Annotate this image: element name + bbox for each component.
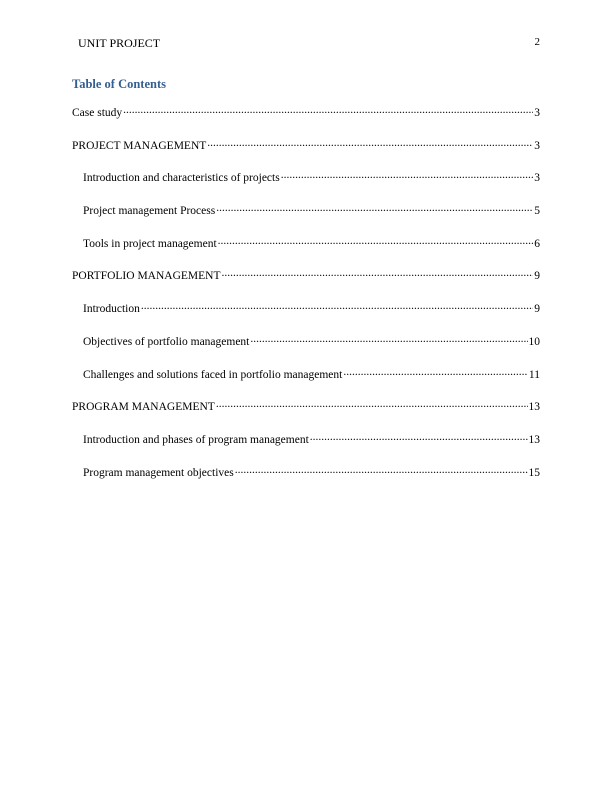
toc-entry-introduction-phases[interactable] <box>72 431 540 464</box>
toc-entry-page: 6 <box>534 237 540 250</box>
dot-leader <box>235 464 528 476</box>
toc-entry-program-objectives[interactable] <box>72 464 540 497</box>
toc-entry-page: 11 <box>528 368 540 381</box>
toc-entry-program-management[interactable] <box>72 398 540 431</box>
toc-entry-page: 15 <box>528 466 540 479</box>
dot-leader <box>123 104 533 116</box>
running-title: UNIT PROJECT <box>78 36 161 50</box>
toc-entry-portfolio-management[interactable] <box>72 267 540 300</box>
page-number: 2 <box>534 36 540 48</box>
toc-entry-challenges-solutions[interactable] <box>72 366 540 399</box>
toc-entry-page: 5 <box>534 205 540 218</box>
toc-entry-label: Objectives of portfolio management <box>83 335 250 348</box>
toc-entry-case-study[interactable] <box>72 104 540 137</box>
dot-leader <box>141 300 533 312</box>
toc-entry-project-management[interactable] <box>72 137 540 170</box>
toc-entry-label: PROGRAM MANAGEMENT <box>72 401 215 414</box>
dot-leader <box>218 235 534 247</box>
dot-leader <box>343 366 528 378</box>
toc-entry-page: 10 <box>528 335 540 348</box>
toc-entry-tools[interactable] <box>72 235 540 268</box>
toc-entry-project-management-process[interactable] <box>72 202 540 235</box>
toc-entry-page: 13 <box>528 433 540 446</box>
toc-entry-label: Introduction and characteristics of projects <box>83 172 280 185</box>
toc-entry-label: Case study <box>72 107 123 119</box>
toc-entry-objectives-portfolio[interactable] <box>72 333 540 366</box>
toc-entry-label: Project management Process <box>83 205 216 218</box>
toc-entry-label: PORTFOLIO MANAGEMENT <box>72 270 221 283</box>
toc-entry-page: 9 <box>534 303 540 316</box>
toc-entry-page: 3 <box>534 139 540 152</box>
toc-entry-introduction-characteristics[interactable] <box>72 169 540 202</box>
toc-entry-page: 9 <box>534 270 540 283</box>
toc-entry-page: 3 <box>534 107 540 119</box>
dot-leader <box>281 169 534 181</box>
toc-title: Table of Contents <box>72 77 166 91</box>
dot-leader <box>207 137 533 149</box>
toc-entry-label: Introduction and phases of program management <box>83 433 309 446</box>
toc-entry-label: Challenges and solutions faced in portfolio management <box>83 368 343 381</box>
toc-entry-introduction[interactable] <box>72 300 540 333</box>
toc-entry-label: PROJECT MANAGEMENT <box>72 139 207 152</box>
toc-entry-page: 13 <box>528 401 540 414</box>
toc-entry-page: 3 <box>534 172 540 185</box>
dot-leader <box>216 398 528 410</box>
dot-leader <box>250 333 527 345</box>
toc-entry-label: Tools in project management <box>83 237 217 250</box>
toc-entry-label: Program management objectives <box>83 466 234 479</box>
dot-leader <box>310 431 528 443</box>
page-header <box>78 36 540 51</box>
dot-leader <box>222 267 534 279</box>
table-of-contents <box>72 104 540 496</box>
toc-entry-label: Introduction <box>83 303 140 316</box>
dot-leader <box>216 202 533 214</box>
